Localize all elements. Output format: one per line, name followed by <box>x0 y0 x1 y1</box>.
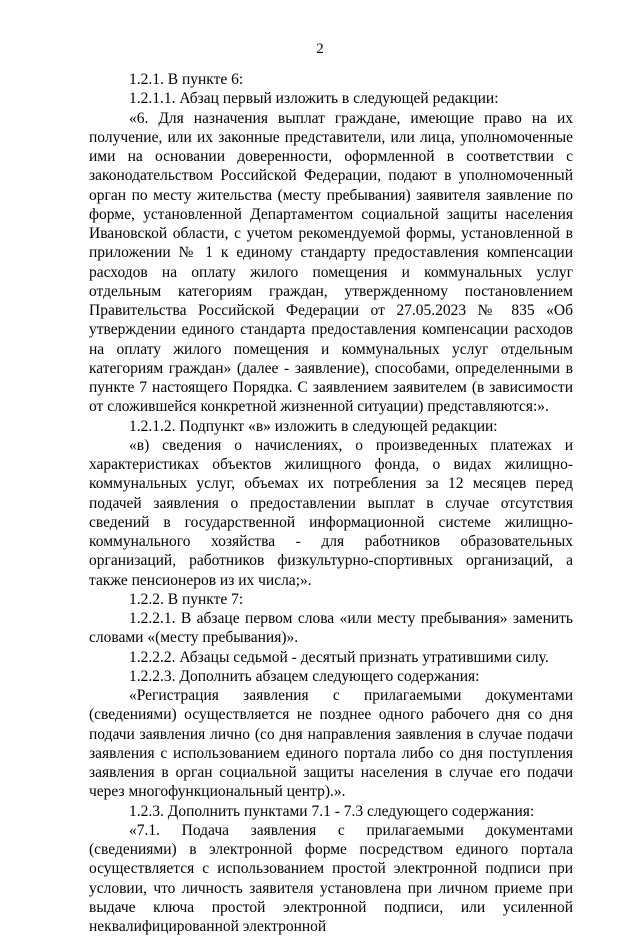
paragraph: «6. Для назначения выплат граждане, имеющие право на их получение, или их законные представители, или лица, уполномоченные ими на основании доверенности, оформленной в соответствии с законодательством Российской Федерации, подают в уполномоченный орган по месту жительства (месту пребывания) заявителя заявление по форме, установленной Департаментом социальной защиты населения Ивановской области, с учетом рекомендуемой формы, установленной в приложении № 1 к единому стандарту предоставления компенсации расходов на оплату жилого помещения и коммунальных услуг отдельным категориям граждан, утвержденному постановлением Правительства Российской Федерации от 27.05.2023 № 835 «Об утверждении единого стандарта предоставления компенсации расходов на оплату жилого помещения и коммунальных услуг отдельным категориям граждан» (далее - заявление), способами, определенными в пункте 7 настоящего Порядка. С заявлением заявителем (в зависимости от сложившейся конкретной жизненной ситуации) представляются:». <box>89 109 573 416</box>
paragraph: 1.2.2. В пункте 7: <box>129 590 244 608</box>
paragraph: «7.1. Подача заявления с прилагаемыми документами (сведениями) в электронной форме посредством единого портала осуществляется с использованием простой электронной подписи при условии, что личность заявителя установлена при личном приеме при выдаче ключа простой электронной подписи, или усиленной неквалифицированной электронной <box>89 821 573 935</box>
paragraph: 1.2.3. Дополнить пунктами 7.1 - 7.3 следующего содержания: <box>129 802 535 820</box>
paragraph: 1.2.1. В пункте 6: <box>129 71 244 88</box>
paragraph: «Регистрация заявления с прилагаемыми документами (сведениями) осуществляется не позднее одного рабочего дня со дня подачи заявления лично (со дня направления заявления в случае подачи заявления с использованием единого портала либо со дня поступления заявления в орган социальной защиты населения в случае его подачи через многофункциональный центр).». <box>89 687 573 801</box>
paragraph: 1.2.1.1. Абзац первый изложить в следующей редакции: <box>129 90 499 108</box>
paragraph: «в) сведения о начислениях, о произведенных платежах и характеристиках объектов жилищного фонда, о видах жилищно-коммунальных услуг, объемах их потребления за 12 месяцев перед подачей заявления о предоставлении выплат в случае отсутствия сведений в государственной информационной системе жилищно-коммунального хозяйства - для работников образовательных организаций, работников физкультурно-спортивных организаций, а также пенсионеров из их числа;». <box>89 436 573 589</box>
page-number: 2 <box>316 41 324 57</box>
paragraph: 1.2.2.3. Дополнить абзацем следующего содержания: <box>129 667 480 685</box>
paragraph: 1.2.2.1. В абзаце первом слова «или месту пребывания» заменить словами «(месту пребывания)». <box>89 610 573 647</box>
paragraph: 1.2.2.2. Абзацы седьмой - десятый признать утратившими силу. <box>129 648 549 666</box>
paragraph: 1.2.1.2. Подпункт «в» изложить в следующей редакции: <box>129 417 498 435</box>
document-body <box>89 70 573 936</box>
